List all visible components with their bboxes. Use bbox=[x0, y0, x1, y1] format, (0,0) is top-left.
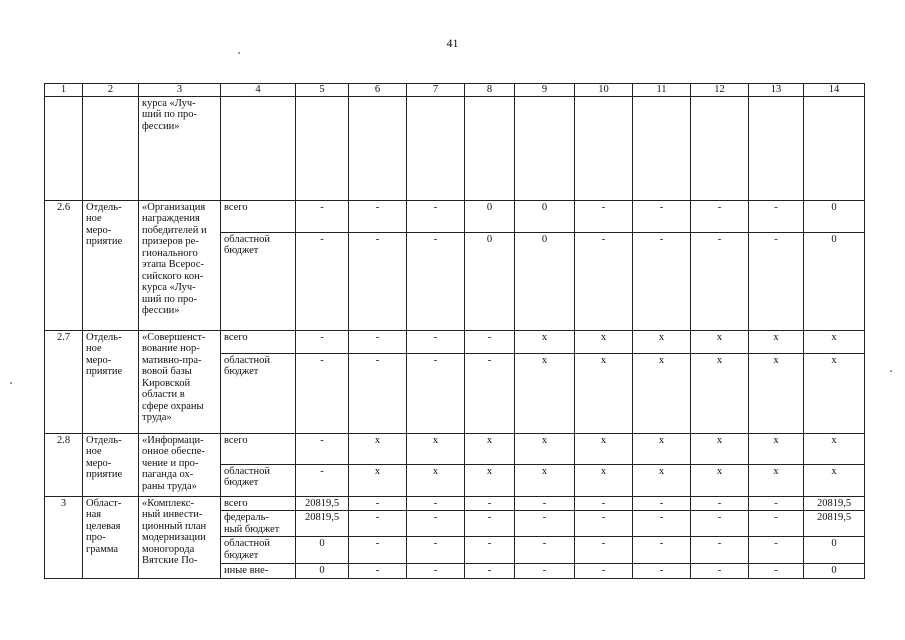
table-row bbox=[45, 330, 865, 353]
column-header: 5 bbox=[296, 84, 349, 97]
value-cell: 0 bbox=[296, 537, 349, 564]
scan-speck bbox=[238, 52, 240, 54]
empty-cell bbox=[804, 96, 865, 200]
value-cell: - bbox=[749, 200, 804, 232]
value-cell: x bbox=[749, 353, 804, 433]
value-cell: x bbox=[804, 464, 865, 496]
value-cell: x bbox=[749, 464, 804, 496]
value-cell: - bbox=[296, 200, 349, 232]
measure-name-cell: «Совершенст- вование нор- мативно-пра- вовой базы Кировской области в сфере охраны труда» bbox=[139, 330, 221, 433]
value-cell: - bbox=[349, 511, 407, 537]
column-header: 11 bbox=[633, 84, 691, 97]
table-row bbox=[45, 433, 865, 464]
empty-cell bbox=[465, 96, 515, 200]
value-cell: - bbox=[465, 537, 515, 564]
value-cell: x bbox=[515, 433, 575, 464]
value-cell: - bbox=[296, 433, 349, 464]
value-cell: - bbox=[691, 564, 749, 579]
row-id-cell: 3 bbox=[45, 496, 83, 579]
value-cell: 0 bbox=[804, 537, 865, 564]
value-cell: x bbox=[349, 433, 407, 464]
value-cell: - bbox=[633, 537, 691, 564]
value-cell: - bbox=[515, 537, 575, 564]
value-cell: 0 bbox=[515, 232, 575, 330]
value-cell: - bbox=[465, 330, 515, 353]
empty-cell bbox=[45, 96, 83, 200]
value-cell: - bbox=[349, 537, 407, 564]
value-cell: - bbox=[575, 511, 633, 537]
value-cell: - bbox=[349, 496, 407, 511]
value-cell: - bbox=[296, 464, 349, 496]
measure-type-cell: Област- ная целевая про- грамма bbox=[83, 496, 139, 579]
value-cell: - bbox=[349, 353, 407, 433]
value-cell: - bbox=[633, 232, 691, 330]
value-cell: x bbox=[407, 433, 465, 464]
value-cell: - bbox=[575, 200, 633, 232]
value-cell: - bbox=[465, 496, 515, 511]
column-header: 4 bbox=[221, 84, 296, 97]
empty-cell bbox=[296, 96, 349, 200]
measure-type-cell: Отдель- ное меро- приятие bbox=[83, 330, 139, 433]
value-cell: x bbox=[465, 433, 515, 464]
table-row bbox=[45, 496, 865, 511]
funding-source-cell: федераль- ный бюджет bbox=[221, 511, 296, 537]
value-cell: x bbox=[515, 353, 575, 433]
column-header: 13 bbox=[749, 84, 804, 97]
value-cell: - bbox=[633, 200, 691, 232]
value-cell: - bbox=[633, 511, 691, 537]
value-cell: - bbox=[349, 200, 407, 232]
value-cell: - bbox=[633, 564, 691, 579]
column-header: 10 bbox=[575, 84, 633, 97]
column-header: 2 bbox=[83, 84, 139, 97]
value-cell: x bbox=[465, 464, 515, 496]
measure-name-cell: «Информаци- онное обеспе- чение и про- паганда ох- раны труда» bbox=[139, 433, 221, 496]
value-cell: - bbox=[349, 564, 407, 579]
measure-type-cell: Отдель- ное меро- приятие bbox=[83, 433, 139, 496]
empty-cell bbox=[349, 96, 407, 200]
funding-source-cell: областной бюджет bbox=[221, 232, 296, 330]
funding-source-cell: иные вне- bbox=[221, 564, 296, 579]
column-header: 3 bbox=[139, 84, 221, 97]
column-header: 9 bbox=[515, 84, 575, 97]
scan-speck bbox=[10, 382, 12, 384]
value-cell: - bbox=[349, 232, 407, 330]
measure-type-cell: Отдель- ное меро- приятие bbox=[83, 200, 139, 330]
value-cell: x bbox=[633, 330, 691, 353]
empty-cell bbox=[749, 96, 804, 200]
column-header: 1 bbox=[45, 84, 83, 97]
value-cell: - bbox=[296, 353, 349, 433]
empty-cell bbox=[691, 96, 749, 200]
value-cell: - bbox=[407, 200, 465, 232]
value-cell: x bbox=[691, 433, 749, 464]
value-cell: - bbox=[296, 232, 349, 330]
funding-source-cell: всего bbox=[221, 496, 296, 511]
value-cell: - bbox=[749, 537, 804, 564]
value-cell: x bbox=[749, 330, 804, 353]
value-cell: - bbox=[465, 511, 515, 537]
value-cell: 20819,5 bbox=[804, 496, 865, 511]
value-cell: x bbox=[633, 464, 691, 496]
value-cell: - bbox=[691, 232, 749, 330]
value-cell: 20819,5 bbox=[804, 511, 865, 537]
measure-name-cell: курса «Луч- ший по про- фессии» bbox=[139, 96, 221, 200]
value-cell: - bbox=[407, 564, 465, 579]
value-cell: - bbox=[691, 200, 749, 232]
value-cell: 0 bbox=[804, 564, 865, 579]
value-cell: x bbox=[575, 433, 633, 464]
value-cell: - bbox=[633, 496, 691, 511]
value-cell: - bbox=[515, 564, 575, 579]
table-row bbox=[45, 200, 865, 232]
value-cell: x bbox=[633, 433, 691, 464]
value-cell: x bbox=[575, 353, 633, 433]
value-cell: - bbox=[515, 496, 575, 511]
value-cell: x bbox=[633, 353, 691, 433]
funding-source-cell: всего bbox=[221, 433, 296, 464]
value-cell: x bbox=[407, 464, 465, 496]
measure-name-cell: «Организация награждения победителей и призеров ре- гионального этапа Всерос- сийского кон- курса «Луч- ший по про- фессии» bbox=[139, 200, 221, 330]
value-cell: 0 bbox=[296, 564, 349, 579]
value-cell: x bbox=[575, 464, 633, 496]
page-number: 41 bbox=[446, 36, 459, 50]
value-cell: - bbox=[749, 232, 804, 330]
value-cell: - bbox=[407, 496, 465, 511]
column-header: 8 bbox=[465, 84, 515, 97]
column-header: 6 bbox=[349, 84, 407, 97]
empty-cell bbox=[83, 96, 139, 200]
value-cell: - bbox=[749, 511, 804, 537]
empty-cell bbox=[221, 96, 296, 200]
value-cell: - bbox=[515, 511, 575, 537]
value-cell: x bbox=[691, 464, 749, 496]
value-cell: - bbox=[749, 564, 804, 579]
value-cell: 0 bbox=[465, 200, 515, 232]
value-cell: 20819,5 bbox=[296, 496, 349, 511]
value-cell: x bbox=[515, 464, 575, 496]
funding-source-cell: областной бюджет bbox=[221, 353, 296, 433]
value-cell: - bbox=[575, 537, 633, 564]
value-cell: - bbox=[349, 330, 407, 353]
empty-cell bbox=[575, 96, 633, 200]
value-cell: - bbox=[465, 564, 515, 579]
row-id-cell: 2.7 bbox=[45, 330, 83, 433]
value-cell: - bbox=[575, 496, 633, 511]
value-cell: x bbox=[515, 330, 575, 353]
scan-speck bbox=[890, 370, 892, 372]
value-cell: 0 bbox=[465, 232, 515, 330]
value-cell: x bbox=[804, 353, 865, 433]
budget-table bbox=[44, 83, 865, 579]
value-cell: - bbox=[691, 496, 749, 511]
value-cell: - bbox=[407, 537, 465, 564]
value-cell: - bbox=[407, 330, 465, 353]
value-cell: - bbox=[575, 564, 633, 579]
value-cell: x bbox=[691, 330, 749, 353]
value-cell: x bbox=[804, 433, 865, 464]
value-cell: 0 bbox=[515, 200, 575, 232]
value-cell: x bbox=[691, 353, 749, 433]
measure-name-cell: «Комплекс- ный инвести- ционный план модернизации моногорода Вятские По- bbox=[139, 496, 221, 579]
row-id-cell: 2.8 bbox=[45, 433, 83, 496]
value-cell: - bbox=[407, 511, 465, 537]
empty-cell bbox=[633, 96, 691, 200]
value-cell: 0 bbox=[804, 200, 865, 232]
table-body bbox=[45, 84, 865, 579]
funding-source-cell: областной бюджет bbox=[221, 464, 296, 496]
continuation-row bbox=[45, 96, 865, 200]
value-cell: 20819,5 bbox=[296, 511, 349, 537]
funding-source-cell: областной бюджет bbox=[221, 537, 296, 564]
value-cell: x bbox=[804, 330, 865, 353]
value-cell: 0 bbox=[804, 232, 865, 330]
value-cell: x bbox=[575, 330, 633, 353]
value-cell: - bbox=[691, 511, 749, 537]
header-row bbox=[45, 84, 865, 97]
value-cell: x bbox=[749, 433, 804, 464]
column-header: 7 bbox=[407, 84, 465, 97]
funding-source-cell: всего bbox=[221, 200, 296, 232]
row-id-cell: 2.6 bbox=[45, 200, 83, 330]
value-cell: - bbox=[575, 232, 633, 330]
empty-cell bbox=[407, 96, 465, 200]
value-cell: - bbox=[296, 330, 349, 353]
value-cell: - bbox=[465, 353, 515, 433]
value-cell: - bbox=[691, 537, 749, 564]
column-header: 14 bbox=[804, 84, 865, 97]
value-cell: x bbox=[349, 464, 407, 496]
value-cell: - bbox=[749, 496, 804, 511]
funding-source-cell: всего bbox=[221, 330, 296, 353]
empty-cell bbox=[515, 96, 575, 200]
value-cell: - bbox=[407, 353, 465, 433]
value-cell: - bbox=[407, 232, 465, 330]
column-header: 12 bbox=[691, 84, 749, 97]
